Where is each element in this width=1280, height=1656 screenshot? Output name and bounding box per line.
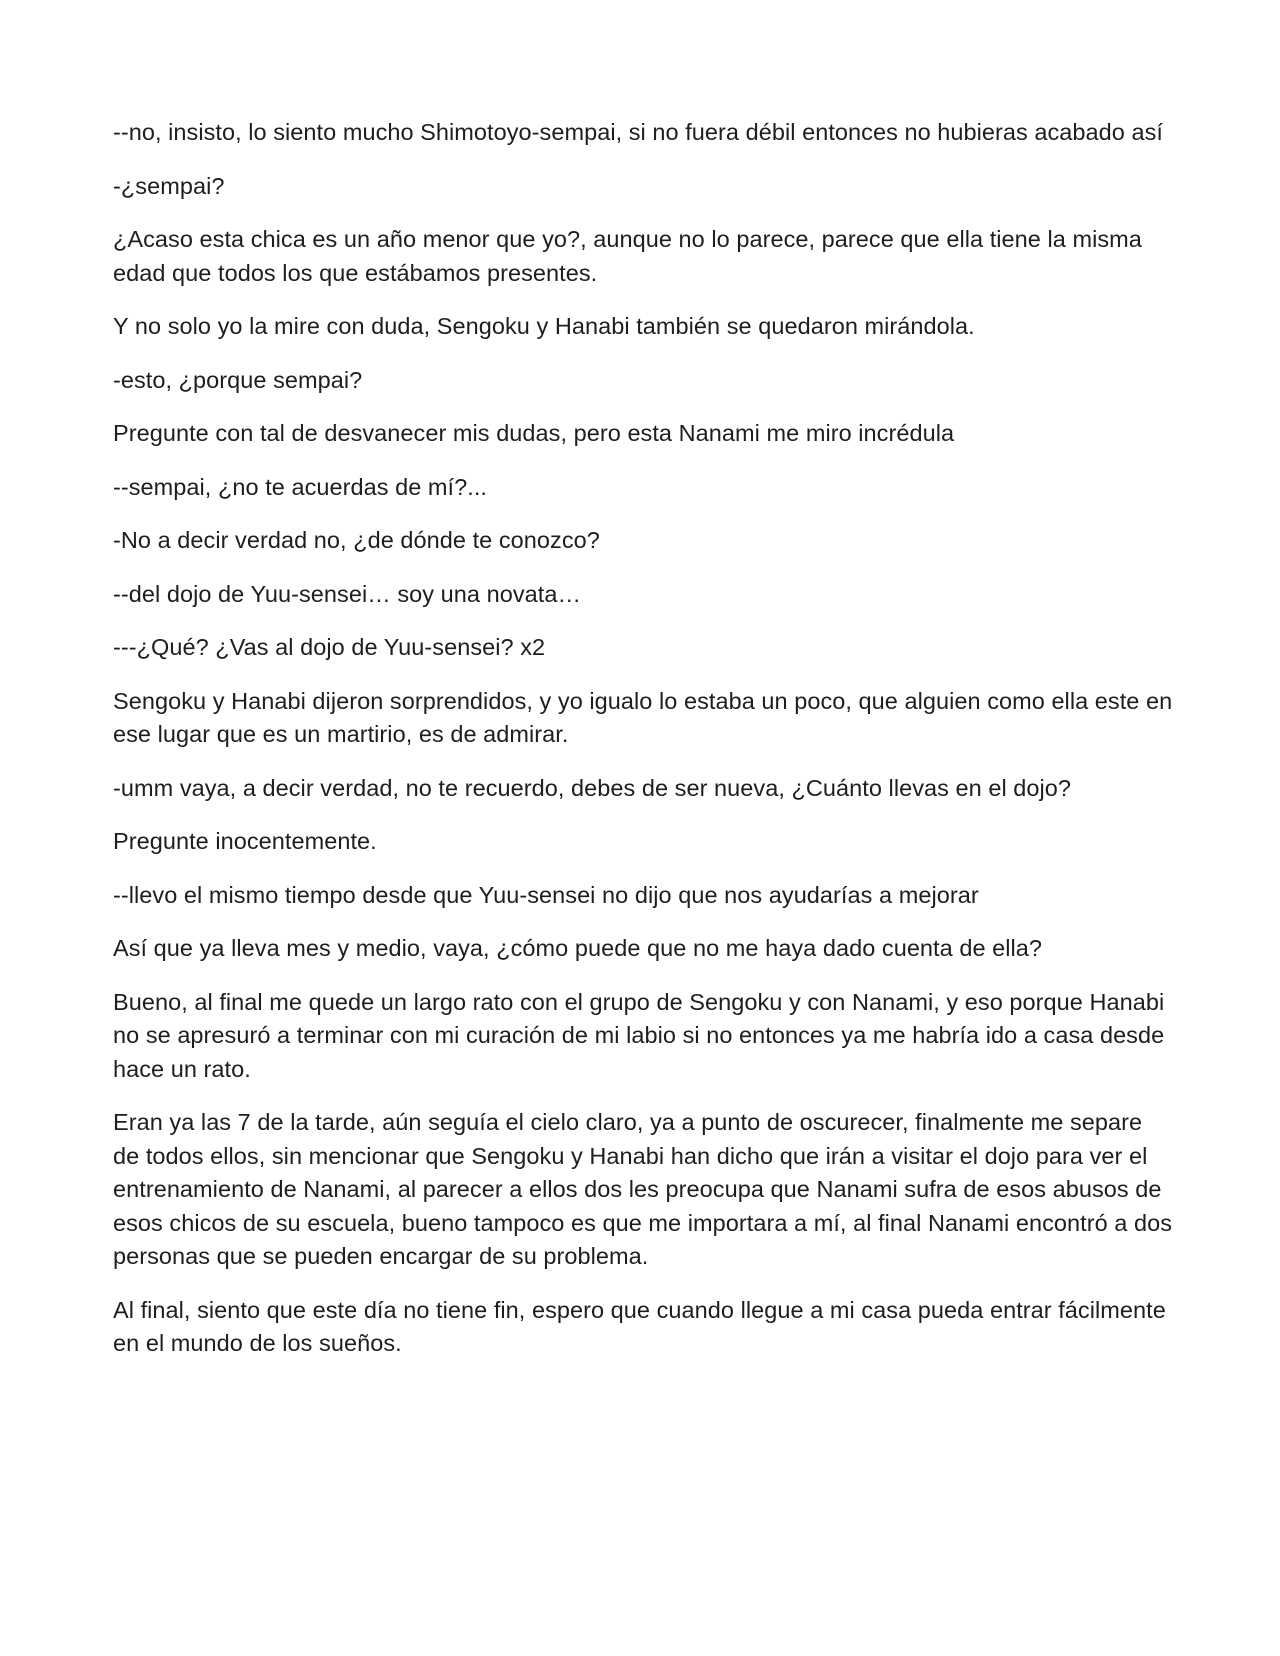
paragraph: -esto, ¿porque sempai? — [113, 366, 363, 393]
paragraph: Al final, siento que este día no tiene fin, espero que cuando llegue a mi casa pueda entrar fácilmente en el mundo de los sueños. — [113, 1296, 1166, 1356]
document-body — [113, 116, 1173, 1381]
paragraph: Y no solo yo la mire con duda, Sengoku y Hanabi también se quedaron mirándola. — [113, 313, 975, 339]
paragraph: Sengoku y Hanabi dijeron sorprendidos, y yo igualo lo estaba un poco, que alguien como ella este en ese lugar que es un martirio, es de admirar. — [113, 687, 1173, 747]
paragraph: Pregunte inocentemente. — [113, 828, 377, 854]
paragraph: Bueno, al final me quede un largo rato con el grupo de Sengoku y con Nanami, y eso porque Hanabi no se apresuró a terminar con mi curación de mi labio si no entonces ya me habría ido a casa desde hace un rato. — [113, 988, 1165, 1082]
paragraph: Pregunte con tal de desvanecer mis dudas, pero esta Nanami me miro incrédula — [113, 420, 955, 446]
paragraph: -umm vaya, a decir verdad, no te recuerdo, debes de ser nueva, ¿Cuánto llevas en el dojo? — [113, 774, 1072, 801]
paragraph: -¿sempai? — [113, 172, 225, 199]
paragraph: -No a decir verdad no, ¿de dónde te conozco? — [113, 527, 600, 553]
paragraph: ---¿Qué? ¿Vas al dojo de Yuu-sensei? x2 — [113, 634, 546, 660]
paragraph: Así que ya lleva mes y medio, vaya, ¿cómo puede que no me haya dado cuenta de ella? — [113, 935, 1043, 961]
paragraph: --no, insisto, lo siento mucho Shimotoyo-sempai, si no fuera débil entonces no hubieras acabado así — [113, 119, 1163, 145]
paragraph: --sempai, ¿no te acuerdas de mí?... — [113, 473, 487, 500]
paragraph: ¿Acaso esta chica es un año menor que yo?, aunque no lo parece, parece que ella tiene la misma edad que todos los que estábamos presentes. — [113, 226, 1142, 286]
paragraph: --del dojo de Yuu-sensei… soy una novata… — [113, 580, 581, 607]
paragraph: Eran ya las 7 de la tarde, aún seguía el cielo claro, ya a punto de oscurecer, finalmente me separe de todos ellos, sin mencionar que Sengoku y Hanabi han dicho que irán a visitar el dojo para ver el entrenamiento de Nanami, al parecer a ellos dos les preocupa que Nanami sufra de esos abusos de esos chicos de su escuela, bueno tampoco es que me importara a mí, al final Nanami encontró a dos personas que se pueden encargar de su problema. — [113, 1109, 1173, 1269]
paragraph: --llevo el mismo tiempo desde que Yuu-sensei no dijo que nos ayudarías a mejorar — [113, 881, 979, 908]
